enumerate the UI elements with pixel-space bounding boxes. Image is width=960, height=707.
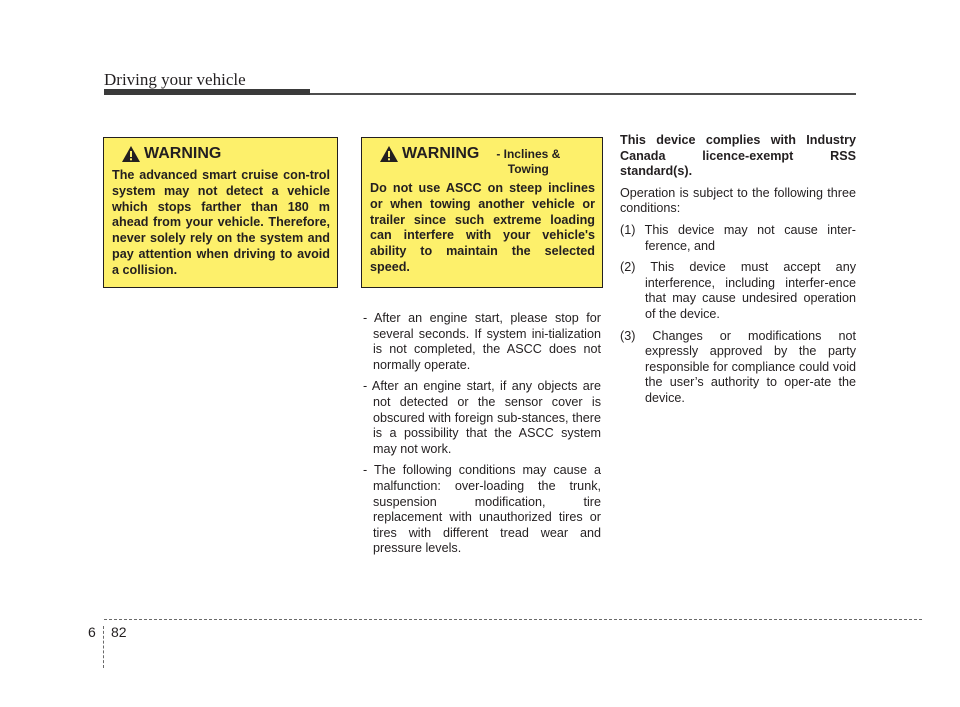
warning-subtitle: - Inclines & Towing (496, 147, 561, 176)
warning-box-collision (103, 137, 338, 288)
compliance-heading: This device complies with Industry Canada licence-exempt RSS standard(s). (620, 133, 856, 179)
right-column (620, 133, 856, 413)
compliance-intro: Operation is subject to the following three conditions: (620, 185, 856, 216)
list-item: - After an engine start, if any objects are not detected or the sensor cover is obscured with foreign sub-stances, there is a possibility that the ASCC system may not work. (363, 379, 601, 456)
list-item: (2) This device must accept any interference, including interfer-ence that may cause undesired operation of the device. (620, 260, 856, 321)
list-item: - The following conditions may cause a malfunction: over-loading the trunk, suspension modification, tire replacement with unauthorized tires or tires with different tread wear and pressure levels. (363, 463, 601, 556)
warning-box-inclines-towing (361, 137, 603, 288)
page-header-title: Driving your vehicle (104, 70, 246, 89)
list-item: (1) This device may not cause inter-ference, and (620, 222, 856, 253)
page-number: 82 (111, 624, 127, 640)
warning-body: Do not use ASCC on steep inclines or when towing another vehicle or trailer since such extreme loading can interfere with your vehicle's ability to maintain the selected speed. (370, 181, 595, 274)
list-item: (3) Changes or modifications not expressly approved by the party responsible for compliance could void the user’s authority to oper-ate the device. (620, 328, 856, 405)
footer-rule (104, 619, 922, 620)
warning-triangle-icon (380, 146, 398, 162)
warning-label: WARNING (144, 145, 222, 162)
warning-body: The advanced smart cruise con-trol system may not detect a vehicle which stops farther than 180 m ahead from your vehicle. Therefore, never solely rely on the system and pay attention when driving to avoid a collision. (112, 168, 330, 277)
warning-triangle-icon (122, 146, 140, 162)
list-item: - After an engine start, please stop for several seconds. If system ini-tialization is not completed, the ASCC does not normally operate. (363, 311, 601, 372)
chapter-number: 6 (88, 624, 96, 640)
footer-divider (103, 626, 104, 668)
header-rule-accent (104, 89, 310, 95)
middle-column (363, 311, 601, 563)
warning-label: WARNING (402, 145, 480, 162)
